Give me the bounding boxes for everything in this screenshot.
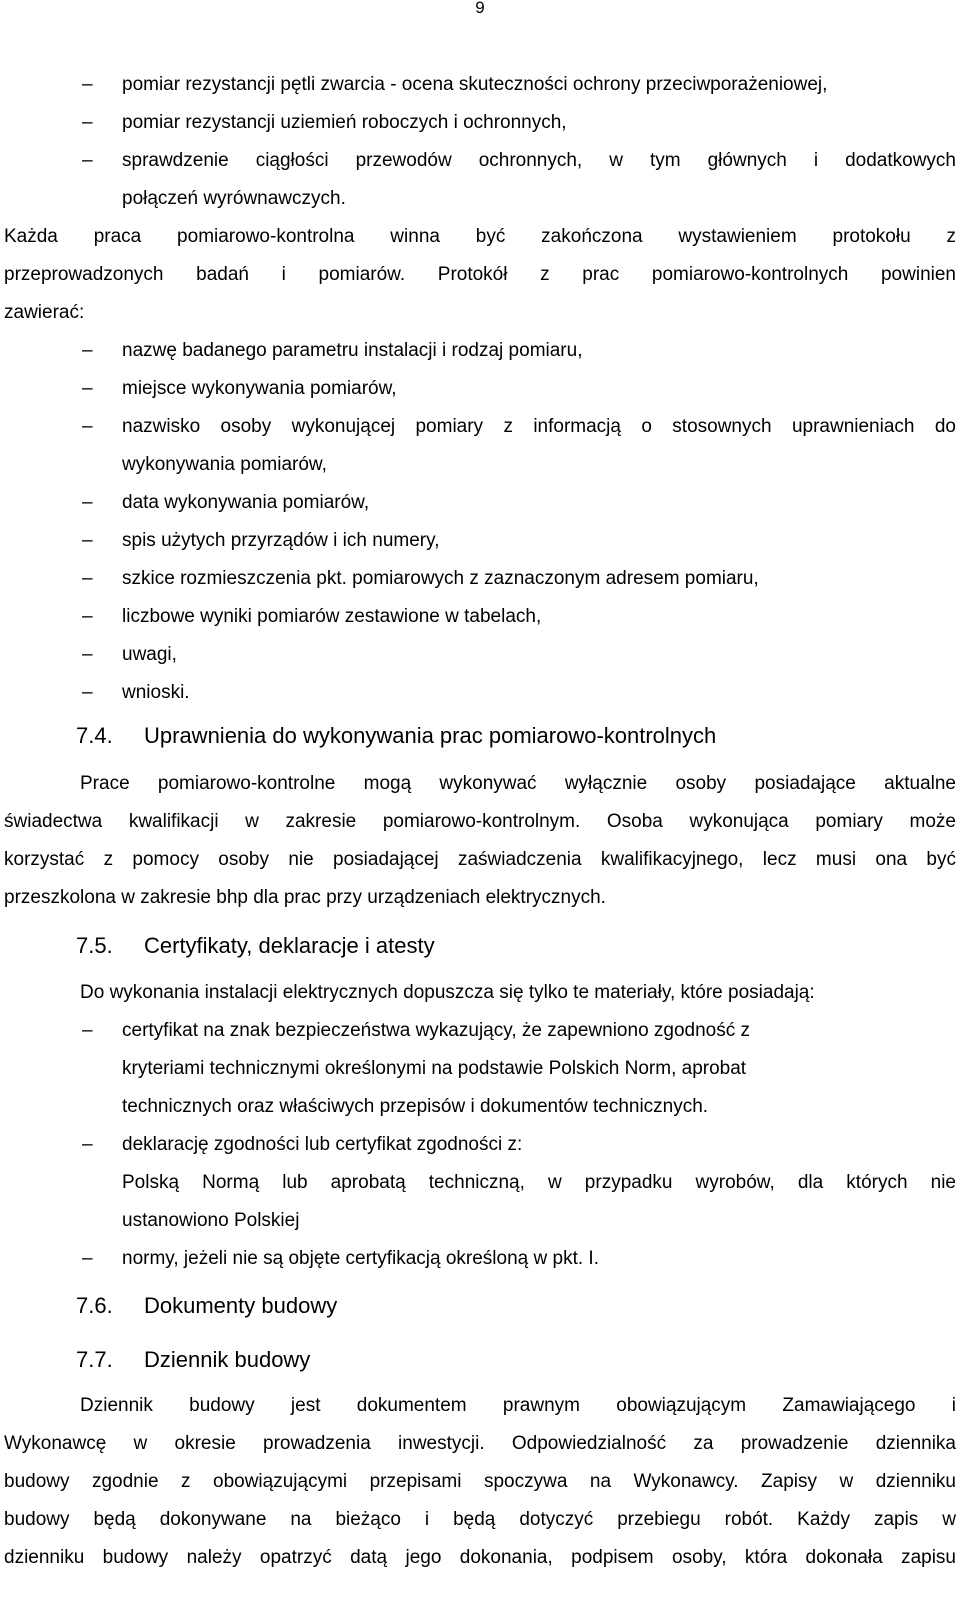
paragraph-line: [4, 1501, 956, 1539]
list-item: [4, 66, 956, 104]
page-number: 9: [475, 0, 485, 17]
section-heading-7-7: [76, 1341, 310, 1379]
line-text: Każda praca pomiarowo-kontrolna winna być zakończona wystawieniem protokołu z: [4, 226, 956, 247]
list-dash: –: [82, 606, 93, 627]
paragraph-line: [4, 218, 956, 256]
line-text: pomiar rezystancji uziemień roboczych i ochronnych,: [122, 112, 567, 133]
section-title: Certyfikaty, deklaracje i atesty: [144, 933, 435, 958]
line-text: nazwisko osoby wykonującej pomiary z informacją o stosownych uprawnieniach do: [122, 416, 956, 437]
list-dash: –: [82, 1020, 93, 1041]
section-number: 7.5.: [76, 933, 113, 958]
site-diary-paragraph: [4, 1387, 956, 1577]
paragraph-line: [4, 803, 956, 841]
line-text: deklarację zgodności lub certyfikat zgodności z:: [122, 1134, 523, 1155]
line-text: przeszkolona w zakresie bhp dla prac przy urządzeniach elektrycznych.: [4, 887, 606, 908]
list-item: [4, 1240, 956, 1278]
line-text: kryteriami technicznymi określonymi na podstawie Polskich Norm, aprobat: [122, 1058, 747, 1079]
list-dash: –: [82, 150, 93, 171]
paragraph-first-line: [4, 974, 956, 1012]
line-text: zawierać:: [4, 302, 85, 323]
list-item: [4, 484, 956, 522]
list-item-continuation: [4, 446, 956, 484]
list-item: [4, 332, 956, 370]
line-text: szkice rozmieszczenia pkt. pomiarowych z zaznaczonym adresem pomiaru,: [122, 568, 759, 589]
line-text: uwagi,: [122, 644, 177, 665]
line-text: liczbowe wyniki pomiarów zestawione w tabelach,: [122, 606, 542, 627]
section-number: 7.4.: [76, 723, 113, 748]
list-dash: –: [82, 416, 93, 437]
line-text: pomiar rezystancji pętli zwarcia - ocena skuteczności ochrony przeciwporażeniowej,: [122, 74, 828, 95]
line-text: Prace pomiarowo-kontrolne mogą wykonywać wyłącznie osoby posiadające aktualne: [80, 773, 956, 794]
paragraph-line: [4, 879, 956, 917]
list-item: [4, 674, 956, 712]
list-item: [4, 1126, 956, 1164]
section-heading-7-6: [76, 1287, 337, 1325]
list-item: [4, 370, 956, 408]
section-number: 7.6.: [76, 1293, 113, 1318]
line-text: normy, jeżeli nie są objęte certyfikacją określoną w pkt. I.: [122, 1248, 599, 1269]
line-text: certyfikat na znak bezpieczeństwa wykazujący, że zapewniono zgodność z: [122, 1020, 751, 1041]
certificates-block: [4, 974, 956, 1278]
line-text: dzienniku budowy należy opatrzyć datą jego dokonania, podpisem osoby, która dokonała zapisu: [4, 1547, 956, 1568]
paragraph-first-line: [4, 1387, 956, 1425]
list-dash: –: [82, 492, 93, 513]
line-text: budowy będą dokonywane na bieżąco i będą dotyczyć przebiegu robót. Każdy zapis w: [4, 1509, 956, 1530]
line-text: data wykonywania pomiarów,: [122, 492, 370, 513]
paragraph-first-line: [4, 765, 956, 803]
list-dash: –: [82, 530, 93, 551]
list-dash: –: [82, 74, 93, 95]
line-text: świadectwa kwalifikacji w zakresie pomiarowo-kontrolnym. Osoba wykonująca pomiary może: [4, 811, 956, 832]
line-text: Dziennik budowy jest dokumentem prawnym obowiązującym Zamawiającego i: [80, 1395, 956, 1416]
list-item: [4, 560, 956, 598]
list-dash: –: [82, 568, 93, 589]
list-dash: –: [82, 340, 93, 361]
section-title: Uprawnienia do wykonywania prac pomiarowo-kontrolnych: [144, 723, 717, 748]
paragraph-line: [4, 1539, 956, 1577]
line-text: technicznych oraz właściwych przepisów i dokumentów technicznych.: [122, 1096, 709, 1117]
paragraph-line: [4, 841, 956, 879]
line-text: budowy zgodnie z obowiązującymi przepisami spoczywa na Wykonawcy. Zapisy w dzienniku: [4, 1471, 956, 1492]
line-text: Wykonawcę w okresie prowadzenia inwestycji. Odpowiedzialność za prowadzenie dziennika: [4, 1433, 956, 1454]
section-title: Dziennik budowy: [144, 1347, 311, 1372]
list-item: [4, 104, 956, 142]
list-item: [4, 598, 956, 636]
list-item: [4, 522, 956, 560]
line-text: wnioski.: [122, 682, 190, 703]
qualifications-paragraph: [4, 765, 956, 917]
measurement-requirements-block: [4, 66, 956, 712]
list-dash: –: [82, 112, 93, 133]
paragraph-line: [4, 256, 956, 294]
section-number: 7.7.: [76, 1347, 113, 1372]
section-title: Dokumenty budowy: [144, 1293, 338, 1318]
paragraph-line: [4, 1425, 956, 1463]
list-item-continuation: [4, 1202, 956, 1240]
list-item-continuation: [4, 180, 956, 218]
line-text: połączeń wyrównawczych.: [122, 188, 346, 209]
line-text: wykonywania pomiarów,: [122, 454, 327, 475]
list-item: [4, 142, 956, 180]
line-text: Do wykonania instalacji elektrycznych dopuszcza się tylko te materiały, które posiadają:: [80, 982, 815, 1003]
line-text: ustanowiono Polskiej: [122, 1210, 300, 1231]
list-item-continuation: [4, 1050, 956, 1088]
list-item: [4, 1012, 956, 1050]
list-item-continuation: [4, 1088, 956, 1126]
section-heading-7-5: [76, 927, 435, 965]
line-text: spis użytych przyrządów i ich numery,: [122, 530, 440, 551]
list-dash: –: [82, 1134, 93, 1155]
paragraph-line: [4, 294, 956, 332]
section-heading-7-4: [76, 717, 716, 755]
paragraph-line: [4, 1463, 956, 1501]
line-text: sprawdzenie ciągłości przewodów ochronnych, w tym głównych i dodatkowych: [122, 150, 956, 171]
list-dash: –: [82, 682, 93, 703]
line-text: przeprowadzonych badań i pomiarów. Protokół z prac pomiarowo-kontrolnych powinien: [4, 264, 956, 285]
line-text: nazwę badanego parametru instalacji i rodzaj pomiaru,: [122, 340, 583, 361]
list-item: [4, 636, 956, 674]
list-dash: –: [82, 644, 93, 665]
line-text: korzystać z pomocy osoby nie posiadającej zaświadczenia kwalifikacyjnego, lecz musi ona być: [4, 849, 956, 870]
list-item-continuation: [4, 1164, 956, 1202]
line-text: Polską Normą lub aprobatą techniczną, w przypadku wyrobów, dla których nie: [122, 1172, 956, 1193]
list-dash: –: [82, 1248, 93, 1269]
list-item: [4, 408, 956, 446]
line-text: miejsce wykonywania pomiarów,: [122, 378, 397, 399]
list-dash: –: [82, 378, 93, 399]
